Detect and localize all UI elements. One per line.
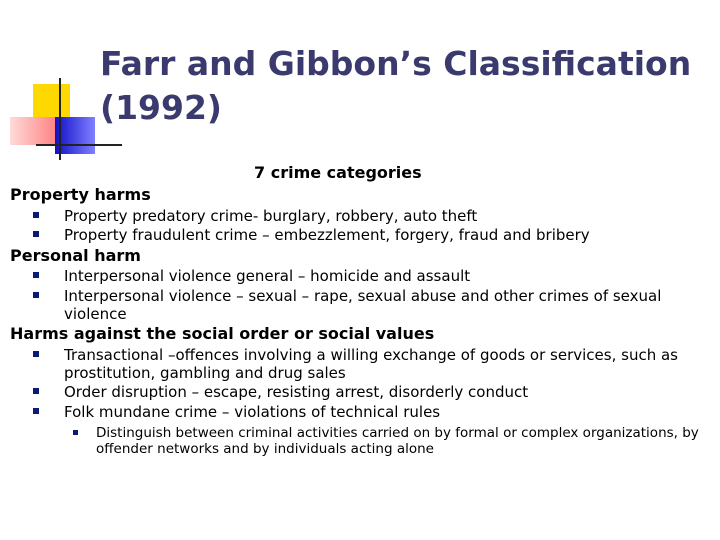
square-bullet-icon [33,272,39,278]
personal-list [10,267,710,323]
list-item-text: Order disruption – escape, resisting arrest, disorderly conduct [64,383,529,401]
sub-list-item [10,425,710,457]
square-bullet-icon [33,231,39,237]
list-item [10,383,710,401]
square-bullet-icon [33,388,39,394]
social-order-list [10,346,710,457]
list-item-text: Interpersonal violence – sexual – rape, sexual abuse and other crimes of sexual violence [64,286,662,323]
yellow-square-shape [33,84,70,121]
list-item-text: Transactional –offences involving a willing exchange of goods or services, such as prostitution, gambling and drug sales [64,345,678,382]
sub-list-item-text: Distinguish between criminal activities carried on by formal or complex organizations, by offender networks and by individuals acting alone [96,424,699,457]
square-bullet-icon [33,212,39,218]
square-bullet-icon [73,430,78,435]
list-item [10,287,710,323]
vertical-line-shape [59,78,61,160]
list-item [10,403,710,421]
list-item-text: Folk mundane crime – violations of technical rules [64,402,441,421]
blue-gradient-shape [55,117,95,154]
square-bullet-icon [33,351,39,357]
list-item-text: Property predatory crime- burglary, robbery, auto theft [64,206,478,225]
list-item [10,226,710,244]
list-item-text: Interpersonal violence general – homicide and assault [64,267,471,285]
property-list [10,207,710,245]
title-line-1: Farr and Gibbon’s Classification [100,44,692,83]
list-item [10,207,710,225]
square-bullet-icon [33,408,39,414]
horizontal-line-shape [36,144,122,146]
slide-subtitle: 7 crime categories [254,163,422,182]
list-item [10,346,710,382]
section-heading-personal: Personal harm [10,245,141,265]
section-heading-social-order: Harms against the social order or social values [10,324,435,343]
list-item [10,267,710,285]
slide-body [10,185,710,458]
red-gradient-shape [10,117,58,145]
square-bullet-icon [33,292,39,298]
list-item-text: Property fraudulent crime – embezzlement, forgery, fraud and bribery [64,226,590,244]
section-heading-property: Property harms [10,185,151,204]
slide-title [100,42,700,130]
title-line-2: (1992) [100,88,223,127]
